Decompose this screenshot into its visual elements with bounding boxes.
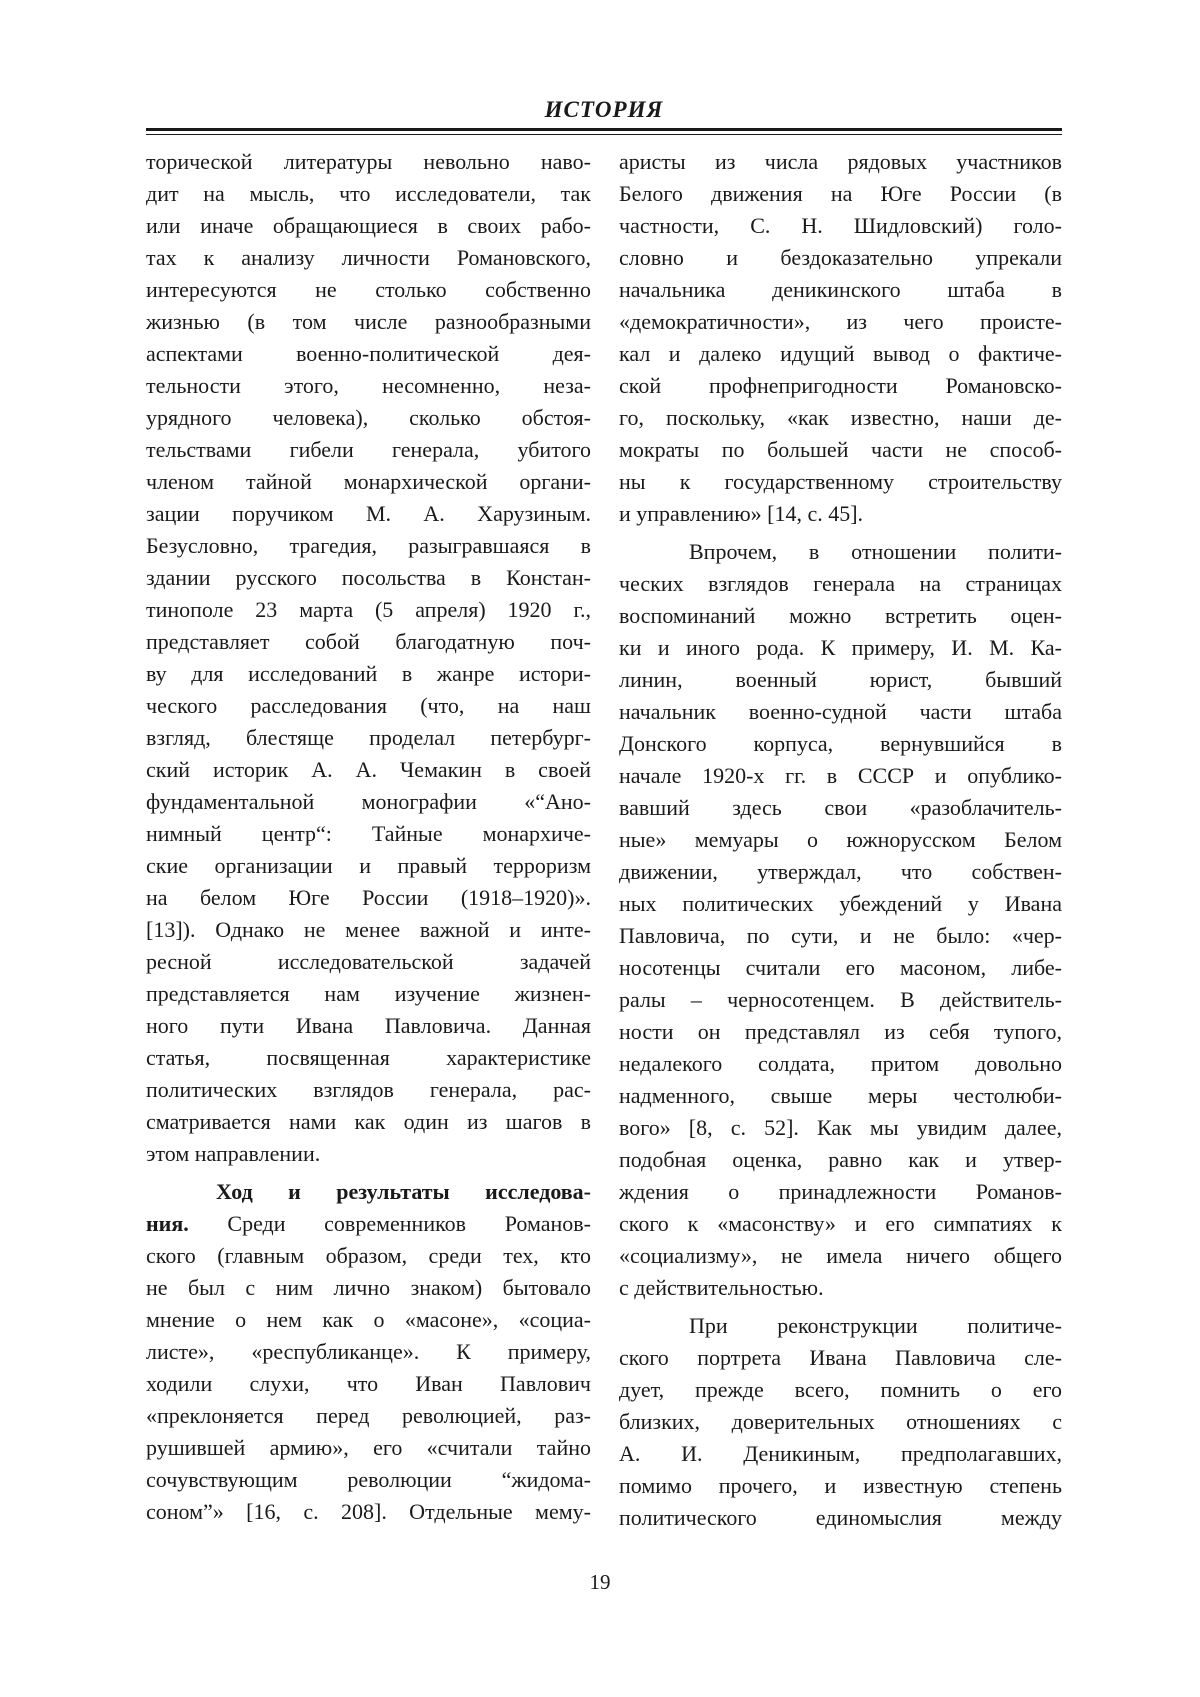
text-line: вавший здесь свои «разоблачитель- xyxy=(619,795,1062,820)
text-line: линин, военный юрист, бывший xyxy=(619,667,1062,692)
text-line: дует, прежде всего, помнить о его xyxy=(619,1377,1062,1402)
section-heading-end: ния. xyxy=(146,1211,189,1236)
text-line: ных политических убеждений у Ивана xyxy=(619,891,1062,916)
text-line: урядного человека), сколько обстоя- xyxy=(146,405,591,430)
text-line: ресной исследовательской задачей xyxy=(146,949,591,974)
text-line: При реконструкции политиче- xyxy=(689,1313,1062,1338)
text-line: А. И. Деникиным, предполагавших, xyxy=(619,1441,1062,1466)
page-number: 19 xyxy=(589,1570,611,1594)
text-line: на белом Юге России (1918–1920)». xyxy=(146,885,591,910)
text-line: жизнью (в том числе разнообразными xyxy=(146,309,591,334)
text-line: ралы – черносотенцем. В действитель- xyxy=(619,987,1062,1012)
text-line: близких, доверительных отношениях с xyxy=(619,1409,1062,1434)
left-column xyxy=(146,146,591,1528)
text-line: членом тайной монархической органи- xyxy=(146,469,591,494)
text-line: кал и далеко идущий вывод о фактиче- xyxy=(619,341,1062,366)
right-paragraph-2 xyxy=(619,536,1062,1304)
text-line: надменного, свыше меры честолюби- xyxy=(619,1083,1062,1108)
text-line: начальника деникинского штаба в xyxy=(619,277,1062,302)
text-line: ные» мемуары о южнорусском Белом xyxy=(619,827,1062,852)
text-line: движении, утверждал, что собствен- xyxy=(619,859,1062,884)
text-line: не был с ним лично знаком) бытовало xyxy=(146,1275,591,1300)
text-line: фундаментальной монографии «“Ано- xyxy=(146,789,591,814)
text-line: Донского корпуса, вернувшийся в xyxy=(619,731,1062,756)
left-paragraph-2 xyxy=(146,1176,591,1528)
text-line: аристы из числа рядовых участников xyxy=(619,149,1062,174)
running-header: ИСТОРИЯ xyxy=(544,97,664,122)
text-line: тельности этого, несомненно, неза- xyxy=(146,373,591,398)
text-line: аспектами военно-политической дея- xyxy=(146,341,591,366)
text-line: рушившей армию», его «считали тайно xyxy=(146,1435,591,1460)
text-line: частности, С. Н. Шидловский) голо- xyxy=(619,213,1062,238)
text-line: [13]). Однако не менее важной и инте- xyxy=(146,917,591,942)
text-line: «демократичности», из чего происте- xyxy=(619,309,1062,334)
text-line: политических взглядов генерала, рас- xyxy=(146,1077,591,1102)
text-line: зации поручиком М. А. Харузиным. xyxy=(146,501,591,526)
text-line: тельствами гибели генерала, убитого xyxy=(146,437,591,462)
text-line: соном”» [16, с. 208]. Отдельные мему- xyxy=(146,1499,591,1524)
text-line: политического единомыслия между xyxy=(619,1505,1062,1530)
text-line: представляется нам изучение жизнен- xyxy=(146,981,591,1006)
text-line: сочувствующим революции “жидома- xyxy=(146,1467,591,1492)
text-line: тинополе 23 марта (5 апреля) 1920 г., xyxy=(146,597,591,622)
text-line: этом направлении. xyxy=(146,1141,321,1166)
text-line: сматривается нами как один из шагов в xyxy=(146,1109,591,1134)
text-line: ского (главным образом, среди тех, кто xyxy=(146,1243,591,1268)
text-line: дит на мысль, что исследователи, так xyxy=(146,181,591,206)
text-line: статья, посвященная характеристике xyxy=(146,1045,591,1070)
text-line: мократы по большей части не способ- xyxy=(619,437,1062,462)
text-run: Среди современников Романов- xyxy=(188,1211,591,1236)
left-paragraph-1 xyxy=(146,146,591,1170)
text-line: ской профнепригодности Романовско- xyxy=(619,373,1062,398)
text-line: начале 1920-х гг. в СССР и опублико- xyxy=(619,763,1062,788)
text-line: недалекого солдата, притом довольно xyxy=(619,1051,1062,1076)
text-line: или иначе обращающиеся в своих рабо- xyxy=(146,213,591,238)
text-line: помимо прочего, и известную степень xyxy=(619,1473,1062,1498)
text-line: взгляд, блестяще проделал петербург- xyxy=(146,725,591,750)
text-line: представляет собой благодатную поч- xyxy=(146,629,591,654)
header-rule-thin xyxy=(146,134,1062,135)
text-line: ждения о принадлежности Романов- xyxy=(619,1179,1062,1204)
text-line: ские организации и правый терроризм xyxy=(146,853,591,878)
text-line: ского к «масонству» и его симпатиях к xyxy=(619,1211,1062,1236)
text-line: ного пути Ивана Павловича. Данная xyxy=(146,1013,591,1038)
text-line: Безусловно, трагедия, разыгравшаяся в xyxy=(146,533,591,558)
text-line: интересуются не столько собственно xyxy=(146,277,591,302)
text-line: вого» [8, с. 52]. Как мы увидим далее, xyxy=(619,1115,1062,1140)
text-line: ческих взглядов генерала на страницах xyxy=(619,571,1062,596)
text-line: словно и бездоказательно упрекали xyxy=(619,245,1062,270)
text-line: ский историк А. А. Чемакин в своей xyxy=(146,757,591,782)
right-paragraph-3 xyxy=(619,1310,1062,1534)
text-line: Впрочем, в отношении полити- xyxy=(689,539,1062,564)
text-line: ходили слухи, что Иван Павлович xyxy=(146,1371,591,1396)
text-line: мнение о нем как о «масоне», «социа- xyxy=(146,1307,591,1332)
right-column xyxy=(619,146,1062,1534)
text-line: и управлению» [14, с. 45]. xyxy=(619,501,864,526)
text-line: ки и иного рода. К примеру, И. М. Ка- xyxy=(619,635,1062,660)
text-line: го, поскольку, «как известно, наши де- xyxy=(619,405,1062,430)
text-line: подобная оценка, равно как и утвер- xyxy=(619,1147,1062,1172)
text-line: «преклоняется перед революцией, раз- xyxy=(146,1403,591,1428)
text-line: Павловича, по сути, и не было: «чер- xyxy=(619,923,1062,948)
text-line: листе», «республиканце». К примеру, xyxy=(146,1339,591,1364)
text-line: ского портрета Ивана Павловича сле- xyxy=(619,1345,1062,1370)
right-paragraph-1 xyxy=(619,146,1062,530)
text-line: «социализму», не имела ничего общего xyxy=(619,1243,1062,1268)
text-line: с действительностью. xyxy=(619,1275,824,1300)
text-line: ности он представлял из себя тупого, xyxy=(619,1019,1062,1044)
text-line xyxy=(146,1208,591,1240)
text-line: нимный центр“: Тайные монархиче- xyxy=(146,821,591,846)
text-line: ческого расследования (что, на наш xyxy=(146,693,591,718)
text-line: начальник военно-судной части штаба xyxy=(619,699,1062,724)
text-line: ны к государственному строительству xyxy=(619,469,1062,494)
text-line: Белого движения на Юге России (в xyxy=(619,181,1062,206)
text-line: носотенцы считали его масоном, либе- xyxy=(619,955,1062,980)
section-heading: Ход и результаты исследова- xyxy=(216,1179,591,1204)
text-line: здании русского посольства в Констан- xyxy=(146,565,591,590)
text-line: воспоминаний можно встретить оцен- xyxy=(619,603,1062,628)
text-line: тах к анализу личности Романовского, xyxy=(146,245,591,270)
header-rule-thick xyxy=(146,128,1062,131)
text-line: ву для исследований в жанре истори- xyxy=(146,661,591,686)
text-line: торической литературы невольно наво- xyxy=(146,149,591,174)
